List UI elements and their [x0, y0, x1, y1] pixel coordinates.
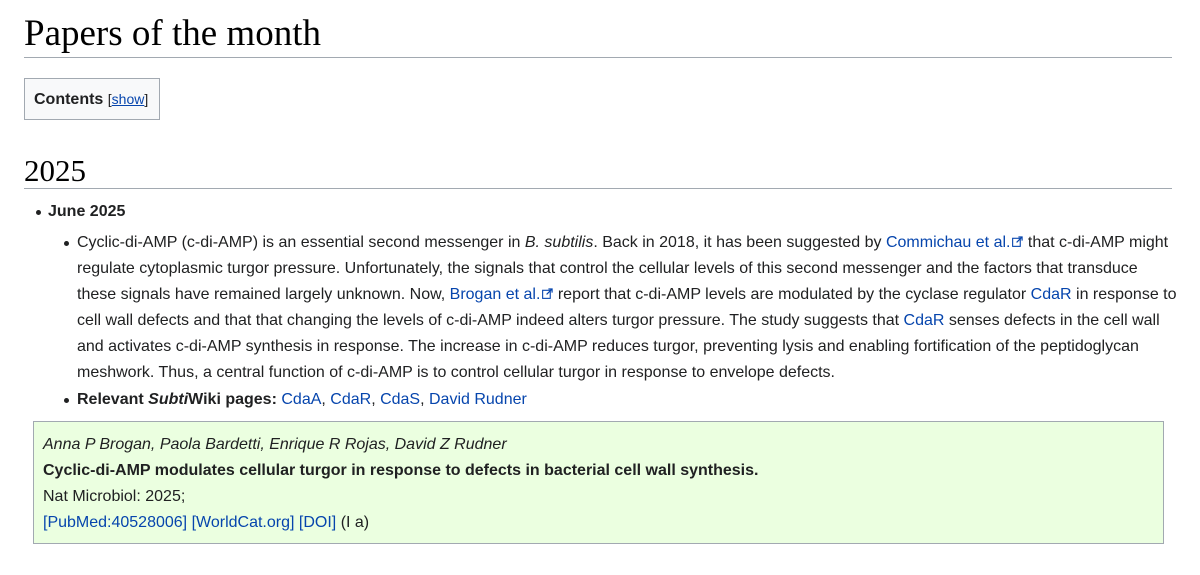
- separator: ,: [321, 391, 331, 408]
- relevant-label-italic: Subti: [148, 391, 189, 408]
- commichau-link[interactable]: Commichau et al.: [885, 234, 1011, 251]
- month-label: June 2025: [48, 203, 126, 220]
- toc-show-link[interactable]: show: [111, 91, 145, 107]
- reference-box: [33, 421, 1164, 544]
- bullet-icon: [36, 210, 41, 215]
- toc-bracket-open: [: [107, 91, 112, 107]
- summary-text: senses defects in the cell wall and activates c-di-AMP synthesis in response. The increase in c-di-AMP reduces turgor, preventing lysis and enabling fortification of the peptidoglycan meshwork. Thus, a central function of c-di-AMP is to control cellular turgor in response to envelope defects.: [77, 312, 1160, 381]
- summary-paragraph: [77, 230, 1177, 386]
- summary-text: report that c-di-AMP levels are modulated by the cyclase regulator: [553, 286, 1031, 303]
- cdar-link[interactable]: CdaR: [903, 312, 945, 329]
- reference-links: [43, 510, 1154, 536]
- toc-bracket-close: ]: [144, 91, 149, 107]
- relevant-pages: [77, 387, 527, 413]
- table-of-contents: [24, 78, 160, 120]
- reference-journal: Nat Microbiol: 2025;: [43, 488, 186, 505]
- reference-title: Cyclic-di-AMP modulates cellular turgor in response to defects in bacterial cell wall synthesis.: [43, 462, 759, 479]
- summary-text: that c-di-AMP might regulate cytoplasmic turgor pressure. Unfortunately, the signals that control the cellular levels of this second messenger and the factors that transduce these signals have remained largely unknown. Now,: [77, 234, 1169, 303]
- reference-rating: (I a): [340, 514, 370, 531]
- cdar-link[interactable]: CdaR: [1030, 286, 1072, 303]
- separator: ,: [371, 391, 381, 408]
- pubmed-link[interactable]: [PubMed:40528006]: [43, 514, 188, 531]
- relevant-label: [77, 391, 277, 408]
- reference-authors: Anna P Brogan, Paola Bardetti, Enrique R Rojas, David Z Rudner: [43, 436, 507, 453]
- external-link-icon: [542, 288, 553, 299]
- relevant-link-cdaa[interactable]: CdaA: [281, 391, 322, 408]
- separator: ,: [420, 391, 429, 408]
- summary-text: . Back in 2018, it has been suggested by: [593, 234, 886, 251]
- brogan-link[interactable]: Brogan et al.: [449, 286, 541, 303]
- relevant-link-david-rudner[interactable]: David Rudner: [429, 391, 527, 408]
- doi-link[interactable]: [DOI]: [298, 514, 337, 531]
- relevant-link-cdar[interactable]: CdaR: [330, 391, 372, 408]
- toc-title: Contents: [34, 91, 104, 108]
- summary-text: Cyclic-di-AMP (c-di-AMP) is an essential second messenger in: [77, 234, 525, 251]
- relevant-label-pre: Relevant: [77, 391, 149, 408]
- page-title: Papers of the month: [24, 13, 321, 54]
- species-name: B. subtilis: [524, 234, 594, 251]
- summary-text: in response to cell wall defects and that that changing the levels of c-di-AMP indeed alters turgor pressure. The study suggests that: [77, 286, 1177, 329]
- bullet-icon: [64, 241, 69, 246]
- title-divider: [24, 57, 1172, 58]
- bullet-icon: [64, 398, 69, 403]
- worldcat-link[interactable]: [WorldCat.org]: [191, 514, 295, 531]
- external-link-icon: [1012, 236, 1023, 247]
- section-divider: [24, 188, 1172, 189]
- section-heading-year: 2025: [24, 153, 86, 188]
- relevant-label-post: Wiki pages:: [188, 391, 277, 408]
- relevant-link-cdas[interactable]: CdaS: [380, 391, 421, 408]
